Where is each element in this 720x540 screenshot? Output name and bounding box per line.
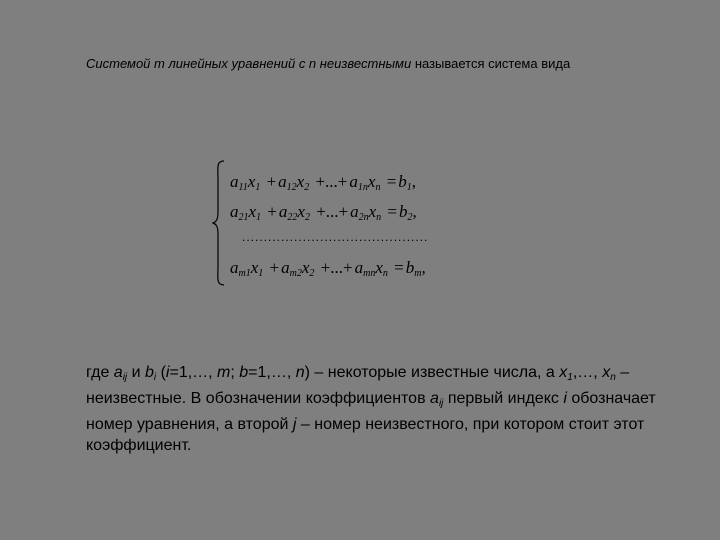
equation-row-1: $a_{11}x_1 + a_{12}x_2$ +...+ $a_{1n}x_n = b_1$,: [230, 172, 417, 193]
equation-dots: ...........................................: [242, 230, 429, 244]
intro-rest: называется система вида: [411, 56, 571, 71]
intro-text: [86, 56, 706, 72]
description-text: где $a_{ij}$ и $b_i$ (i=1,…, m; b=1,…, n) – некоторые известные числа, а $x_1,\dots$, $x_n$ – неизвестные. В обозначении коэффициентов $a_{ij}$ первый индекс i обозначает номер уравнения, а второй j – номер неизвестного, при котором стоит этот коэффициент.: [86, 364, 656, 454]
equation-system: [212, 160, 482, 286]
equation-row-m: $a_{m1}x_1 + a_{m2}x_2$ +...+ $a_{mn}x_n = b_m$,: [230, 258, 426, 279]
left-brace-icon: [212, 160, 226, 286]
intro-italic: Системой m линейных уравнений с n неизвестными: [86, 56, 412, 71]
equation-row-2: $a_{21}x_1 + a_{22}x_2$ +...+ $a_{2n}x_n = b_2$,: [230, 202, 417, 223]
